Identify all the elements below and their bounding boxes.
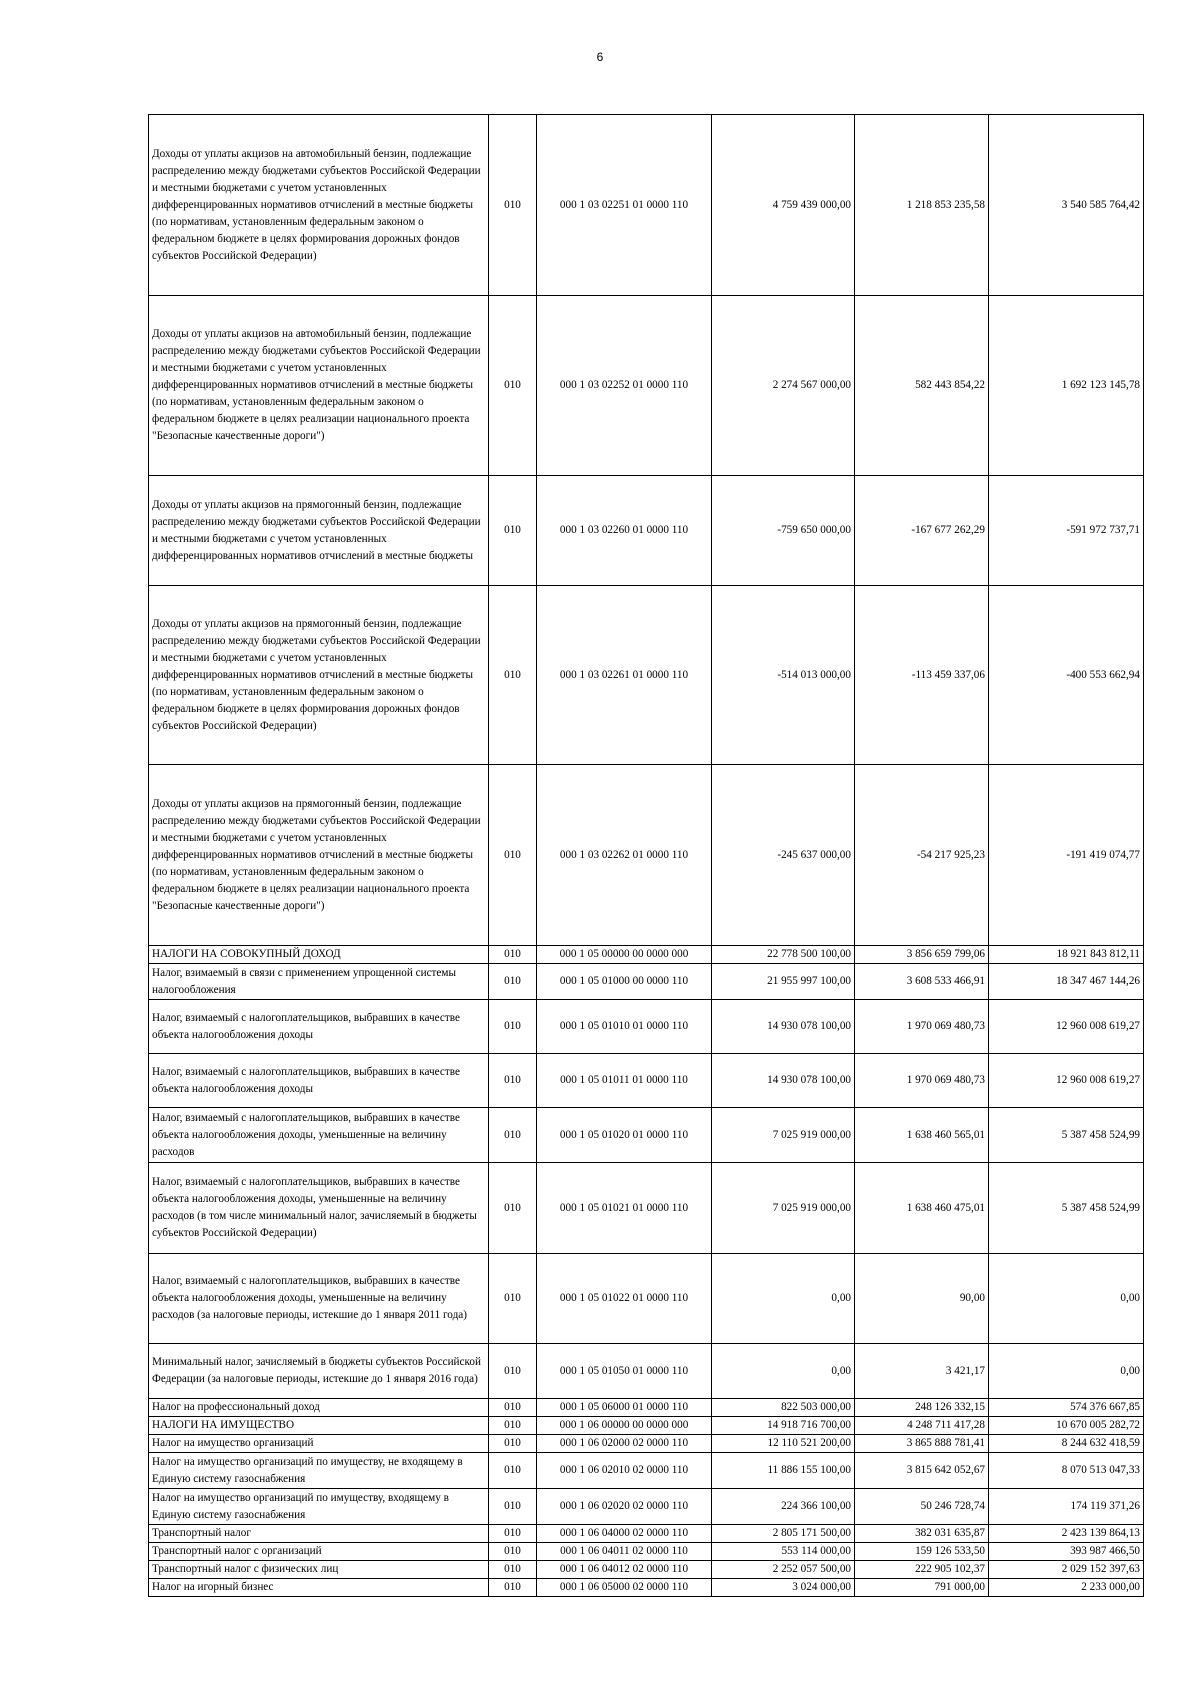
row-remaining: 8 070 513 047,33 (989, 1453, 1144, 1489)
row-remaining: 2 233 000,00 (989, 1579, 1144, 1597)
row-kbk: 000 1 05 01020 01 0000 110 (537, 1108, 712, 1163)
row-remaining: 174 119 371,26 (989, 1489, 1144, 1525)
row-kbk: 000 1 05 01050 01 0000 110 (537, 1344, 712, 1399)
row-name: Налог на игорный бизнес (149, 1579, 489, 1597)
row-code: 010 (489, 1525, 537, 1543)
row-executed: -167 677 262,29 (855, 476, 989, 586)
row-name: Доходы от уплаты акцизов на автомобильный бензин, подлежащие распределению между бюджетами субъектов Российской Федерации и местными бюджетами с учетом установленных дифференцированных нормативов отчислений в местные бюджеты (по нормативам, установленным федеральным законом о федеральном бюджете в целях реализации национального проекта "Безопасные качественные дороги") (149, 296, 489, 476)
row-approved: 14 930 078 100,00 (712, 1000, 855, 1054)
row-name: Минимальный налог, зачисляемый в бюджеты субъектов Российской Федерации (за налоговые периоды, истекшие до 1 января 2016 года) (149, 1344, 489, 1399)
row-code: 010 (489, 1399, 537, 1417)
row-code: 010 (489, 946, 537, 964)
row-code: 010 (489, 476, 537, 586)
table-row (149, 586, 1144, 765)
row-remaining: -191 419 074,77 (989, 765, 1144, 946)
table-row (149, 476, 1144, 586)
table-row (149, 1561, 1144, 1579)
table-row (149, 1435, 1144, 1453)
row-approved: 12 110 521 200,00 (712, 1435, 855, 1453)
row-kbk: 000 1 05 01000 00 0000 110 (537, 964, 712, 1000)
row-executed: 3 608 533 466,91 (855, 964, 989, 1000)
page-number: 6 (596, 50, 604, 64)
row-executed: 1 970 069 480,73 (855, 1054, 989, 1108)
row-executed: 1 638 460 475,01 (855, 1163, 989, 1254)
row-name: Налог, взимаемый с налогоплательщиков, выбравших в качестве объекта налогообложения доходы (149, 1054, 489, 1108)
row-remaining: 18 921 843 812,11 (989, 946, 1144, 964)
row-kbk: 000 1 05 01010 01 0000 110 (537, 1000, 712, 1054)
row-kbk: 000 1 06 02010 02 0000 110 (537, 1453, 712, 1489)
row-executed: 1 970 069 480,73 (855, 1000, 989, 1054)
row-remaining: -400 553 662,94 (989, 586, 1144, 765)
row-approved: -759 650 000,00 (712, 476, 855, 586)
row-kbk: 000 1 06 04000 02 0000 110 (537, 1525, 712, 1543)
row-code: 010 (489, 765, 537, 946)
table-row (149, 115, 1144, 296)
row-code: 010 (489, 1435, 537, 1453)
table-row (149, 1254, 1144, 1344)
row-approved: 224 366 100,00 (712, 1489, 855, 1525)
row-code: 010 (489, 1579, 537, 1597)
row-name: Налог на имущество организаций (149, 1435, 489, 1453)
row-approved: 2 252 057 500,00 (712, 1561, 855, 1579)
row-code: 010 (489, 1453, 537, 1489)
row-name: Налог, взимаемый в связи с применением упрощенной системы налогообложения (149, 964, 489, 1000)
row-kbk: 000 1 03 02262 01 0000 110 (537, 765, 712, 946)
row-name: Налог, взимаемый с налогоплательщиков, выбравших в качестве объекта налогообложения доходы (149, 1000, 489, 1054)
row-remaining: 10 670 005 282,72 (989, 1417, 1144, 1435)
row-name: Доходы от уплаты акцизов на прямогонный бензин, подлежащие распределению между бюджетами субъектов Российской Федерации и местными бюджетами с учетом установленных дифференцированных нормативов отчислений в местные бюджеты (149, 476, 489, 586)
revenue-table (148, 114, 1144, 1597)
row-kbk: 000 1 06 05000 02 0000 110 (537, 1579, 712, 1597)
row-kbk: 000 1 03 02260 01 0000 110 (537, 476, 712, 586)
row-code: 010 (489, 1489, 537, 1525)
row-code: 010 (489, 296, 537, 476)
row-executed: 1 638 460 565,01 (855, 1108, 989, 1163)
row-remaining: 12 960 008 619,27 (989, 1000, 1144, 1054)
row-name: Налог, взимаемый с налогоплательщиков, выбравших в качестве объекта налогообложения доходы, уменьшенные на величину расходов (в том числе минимальный налог, зачисляемый в бюджеты субъектов Российской Федерации) (149, 1163, 489, 1254)
table-row (149, 1108, 1144, 1163)
row-executed: -113 459 337,06 (855, 586, 989, 765)
row-approved: 553 114 000,00 (712, 1543, 855, 1561)
row-kbk: 000 1 06 04011 02 0000 110 (537, 1543, 712, 1561)
row-remaining: 0,00 (989, 1344, 1144, 1399)
row-name: Доходы от уплаты акцизов на автомобильный бензин, подлежащие распределению между бюджетами субъектов Российской Федерации и местными бюджетами с учетом установленных дифференцированных нормативов отчислений в местные бюджеты (по нормативам, установленным федеральным законом о федеральном бюджете в целях формирования дорожных фондов субъектов Российской Федерации) (149, 115, 489, 296)
row-kbk: 000 1 05 01011 01 0000 110 (537, 1054, 712, 1108)
table-row (149, 1579, 1144, 1597)
row-code: 010 (489, 964, 537, 1000)
row-code: 010 (489, 1344, 537, 1399)
row-approved: 4 759 439 000,00 (712, 115, 855, 296)
row-name: НАЛОГИ НА ИМУЩЕСТВО (149, 1417, 489, 1435)
row-executed: 159 126 533,50 (855, 1543, 989, 1561)
row-executed: 3 815 642 052,67 (855, 1453, 989, 1489)
row-code: 010 (489, 1254, 537, 1344)
row-code: 010 (489, 1163, 537, 1254)
table-row (149, 1163, 1144, 1254)
table-row (149, 1344, 1144, 1399)
row-remaining: 393 987 466,50 (989, 1543, 1144, 1561)
row-kbk: 000 1 03 02261 01 0000 110 (537, 586, 712, 765)
table-row (149, 946, 1144, 964)
row-approved: 14 918 716 700,00 (712, 1417, 855, 1435)
row-remaining: 8 244 632 418,59 (989, 1435, 1144, 1453)
row-remaining: 18 347 467 144,26 (989, 964, 1144, 1000)
row-approved: 7 025 919 000,00 (712, 1108, 855, 1163)
table-row (149, 765, 1144, 946)
row-executed: 3 421,17 (855, 1344, 989, 1399)
row-code: 010 (489, 1561, 537, 1579)
row-code: 010 (489, 1054, 537, 1108)
row-code: 010 (489, 1543, 537, 1561)
row-kbk: 000 1 06 02020 02 0000 110 (537, 1489, 712, 1525)
row-executed: 222 905 102,37 (855, 1561, 989, 1579)
row-executed: 90,00 (855, 1254, 989, 1344)
table-row (149, 1525, 1144, 1543)
row-kbk: 000 1 03 02252 01 0000 110 (537, 296, 712, 476)
row-name: Налог, взимаемый с налогоплательщиков, выбравших в качестве объекта налогообложения доходы, уменьшенные на величину расходов (149, 1108, 489, 1163)
row-approved: 11 886 155 100,00 (712, 1453, 855, 1489)
row-kbk: 000 1 05 01022 01 0000 110 (537, 1254, 712, 1344)
row-approved: 14 930 078 100,00 (712, 1054, 855, 1108)
table-row (149, 1453, 1144, 1489)
row-code: 010 (489, 1000, 537, 1054)
row-executed: 791 000,00 (855, 1579, 989, 1597)
row-remaining: 5 387 458 524,99 (989, 1163, 1144, 1254)
table-row (149, 1000, 1144, 1054)
row-kbk: 000 1 06 02000 02 0000 110 (537, 1435, 712, 1453)
row-remaining: 2 423 139 864,13 (989, 1525, 1144, 1543)
row-remaining: 12 960 008 619,27 (989, 1054, 1144, 1108)
row-remaining: 0,00 (989, 1254, 1144, 1344)
row-approved: 7 025 919 000,00 (712, 1163, 855, 1254)
row-executed: 582 443 854,22 (855, 296, 989, 476)
row-remaining: 5 387 458 524,99 (989, 1108, 1144, 1163)
row-name: Налог на профессиональный доход (149, 1399, 489, 1417)
row-approved: -514 013 000,00 (712, 586, 855, 765)
row-name: Доходы от уплаты акцизов на прямогонный бензин, подлежащие распределению между бюджетами субъектов Российской Федерации и местными бюджетами с учетом установленных дифференцированных нормативов отчислений в местные бюджеты (по нормативам, установленным федеральным законом о федеральном бюджете в целях формирования дорожных фондов субъектов Российской Федерации) (149, 586, 489, 765)
row-executed: 1 218 853 235,58 (855, 115, 989, 296)
row-kbk: 000 1 06 04012 02 0000 110 (537, 1561, 712, 1579)
row-code: 010 (489, 115, 537, 296)
row-name: НАЛОГИ НА СОВОКУПНЫЙ ДОХОД (149, 946, 489, 964)
row-code: 010 (489, 1108, 537, 1163)
row-kbk: 000 1 03 02251 01 0000 110 (537, 115, 712, 296)
row-name: Транспортный налог с организаций (149, 1543, 489, 1561)
row-executed: 4 248 711 417,28 (855, 1417, 989, 1435)
row-remaining: -591 972 737,71 (989, 476, 1144, 586)
table-row (149, 1543, 1144, 1561)
row-name: Налог, взимаемый с налогоплательщиков, выбравших в качестве объекта налогообложения доходы, уменьшенные на величину расходов (за налоговые периоды, истекшие до 1 января 2011 года) (149, 1254, 489, 1344)
table-row (149, 296, 1144, 476)
row-name: Налог на имущество организаций по имуществу, не входящему в Единую систему газоснабжения (149, 1453, 489, 1489)
row-approved: 2 274 567 000,00 (712, 296, 855, 476)
table-row (149, 1489, 1144, 1525)
row-name: Налог на имущество организаций по имуществу, входящему в Единую систему газоснабжения (149, 1489, 489, 1525)
row-executed: -54 217 925,23 (855, 765, 989, 946)
table-row (149, 1054, 1144, 1108)
row-approved: 3 024 000,00 (712, 1579, 855, 1597)
row-kbk: 000 1 06 00000 00 0000 000 (537, 1417, 712, 1435)
row-approved: 0,00 (712, 1344, 855, 1399)
row-remaining: 3 540 585 764,42 (989, 115, 1144, 296)
row-name: Транспортный налог (149, 1525, 489, 1543)
row-remaining: 574 376 667,85 (989, 1399, 1144, 1417)
row-executed: 3 865 888 781,41 (855, 1435, 989, 1453)
row-code: 010 (489, 1417, 537, 1435)
row-approved: 2 805 171 500,00 (712, 1525, 855, 1543)
row-remaining: 1 692 123 145,78 (989, 296, 1144, 476)
row-name: Транспортный налог с физических лиц (149, 1561, 489, 1579)
row-executed: 50 246 728,74 (855, 1489, 989, 1525)
row-kbk: 000 1 05 00000 00 0000 000 (537, 946, 712, 964)
row-kbk: 000 1 05 01021 01 0000 110 (537, 1163, 712, 1254)
row-code: 010 (489, 586, 537, 765)
row-executed: 248 126 332,15 (855, 1399, 989, 1417)
table-row (149, 1399, 1144, 1417)
row-approved: -245 637 000,00 (712, 765, 855, 946)
table-row (149, 964, 1144, 1000)
row-executed: 3 856 659 799,06 (855, 946, 989, 964)
row-remaining: 2 029 152 397,63 (989, 1561, 1144, 1579)
row-kbk: 000 1 05 06000 01 0000 110 (537, 1399, 712, 1417)
row-name: Доходы от уплаты акцизов на прямогонный бензин, подлежащие распределению между бюджетами субъектов Российской Федерации и местными бюджетами с учетом установленных дифференцированных нормативов отчислений в местные бюджеты (по нормативам, установленным федеральным законом о федеральном бюджете в целях реализации национального проекта "Безопасные качественные дороги") (149, 765, 489, 946)
row-approved: 21 955 997 100,00 (712, 964, 855, 1000)
row-approved: 0,00 (712, 1254, 855, 1344)
table-row (149, 1417, 1144, 1435)
row-approved: 822 503 000,00 (712, 1399, 855, 1417)
row-executed: 382 031 635,87 (855, 1525, 989, 1543)
row-approved: 22 778 500 100,00 (712, 946, 855, 964)
